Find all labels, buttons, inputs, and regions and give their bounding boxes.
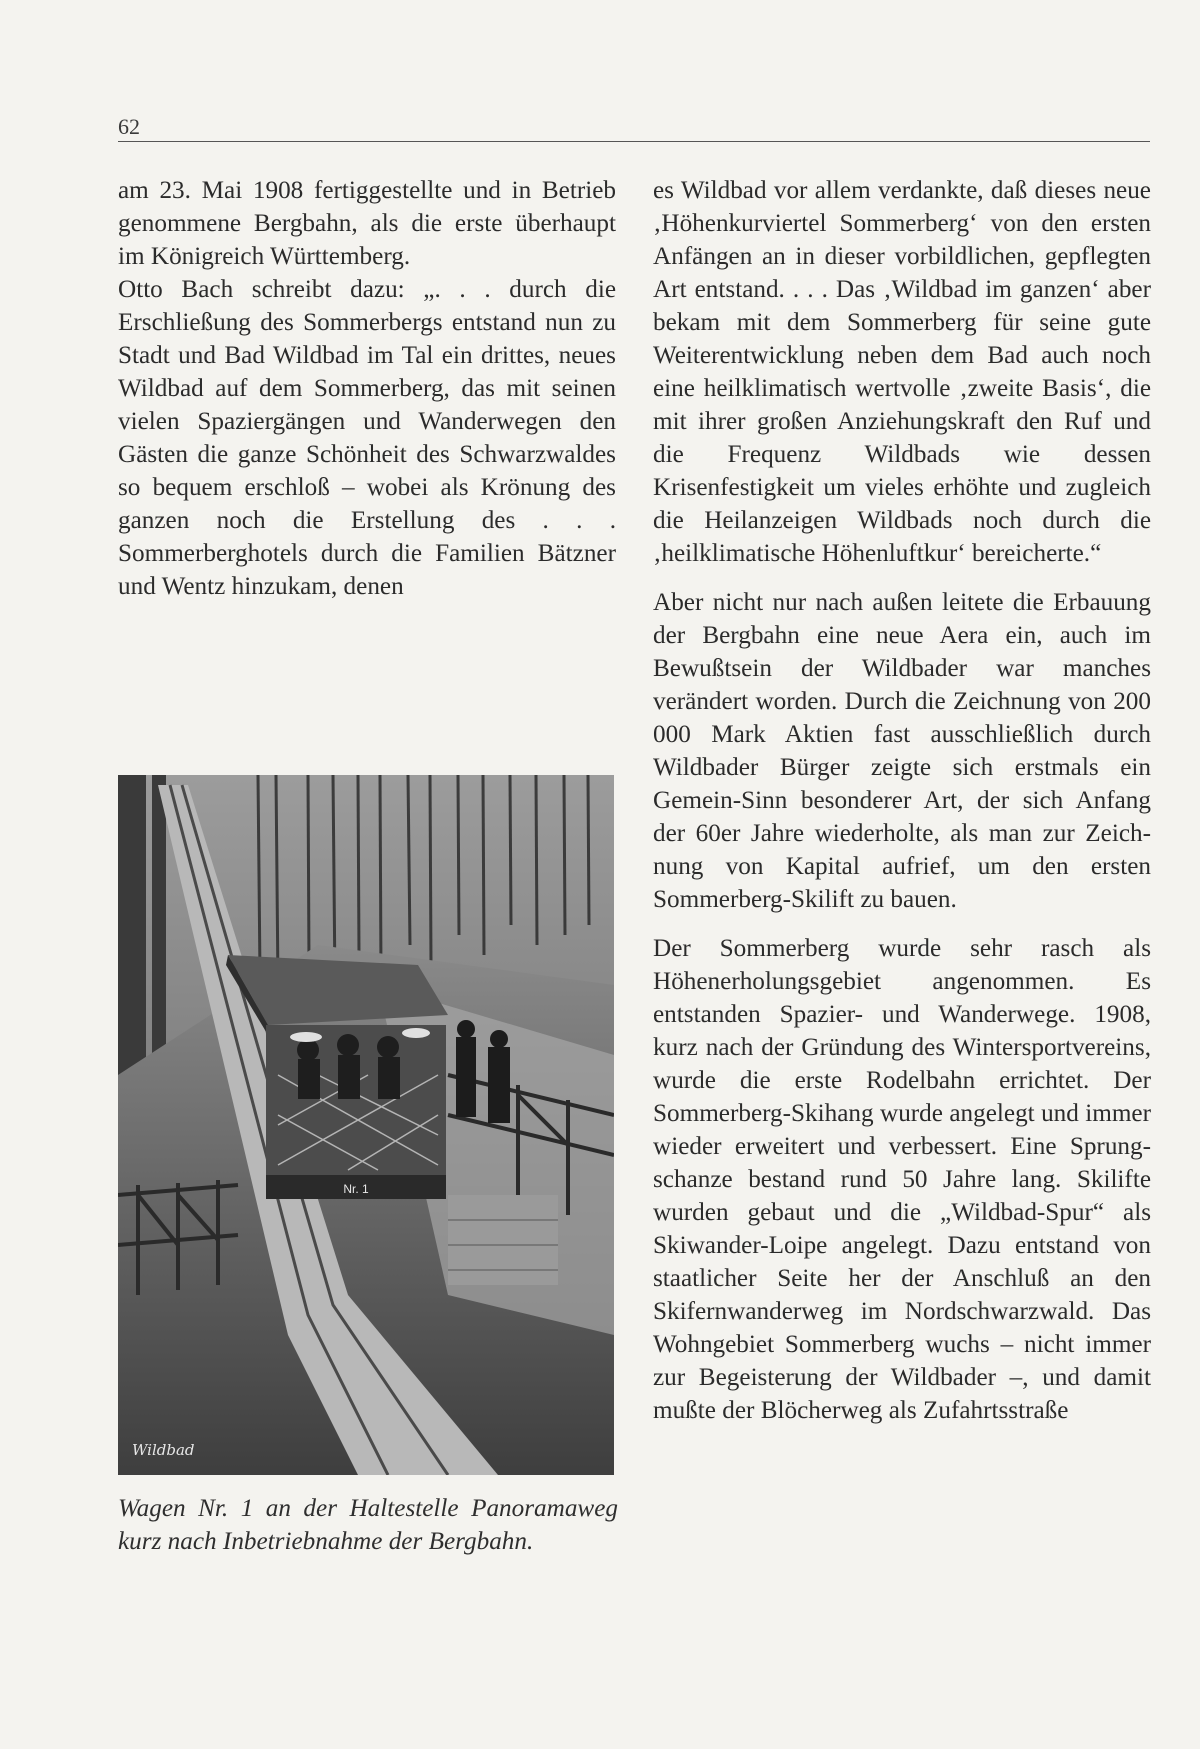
right-paragraph-2: Aber nicht nur nach außen leitete die Erbauung der Bergbahn eine neue Aera ein, auch im Bewußtsein der Wildbader war manches verändert worden. Durch die Zeichnung von 200 000 Mark Aktien fast ausschließlich durch Wildbader Bürger zeigte sich erstmals ein Gemein-Sinn besonderer Art, der sich Anfang der 60er Jahre wiederholte, als man zur Zeichnung von Kapital aufrief, um den ersten Sommerberg-Skilift zu bauen. — [653, 589, 1151, 913]
left-paragraph-2: Otto Bach schreibt dazu: „. . . durch die Erschließung des Sommerbergs entstand nun zu Stadt und Bad Wildbad im Tal ein drittes, neues Wildbad auf dem Sommerberg, das mit seinen vielen Spaziergängen und Wanderwegen den Gästen die ganze Schönheit des Schwarzwaldes so bequem erschloß – wobei als Krönung des ganzen noch die Erstellung des . . . Sommerberghotels durch die Familien Bätzner und Wentz hinzukam, denen — [118, 276, 616, 600]
stone-wall — [448, 1195, 558, 1285]
right-column — [653, 174, 1151, 1427]
photo-caption: Wagen Nr. 1 an der Haltestelle Panoramaweg kurz nach Inbetriebnahme der Bergbahn. — [118, 1495, 618, 1555]
wooden-railing-left — [118, 1180, 238, 1295]
left-paragraph-1: am 23. Mai 1908 fertiggestellte und in Betrieb genommene Bergbahn, als die erste überhaupt im Königreich Württemberg. — [118, 177, 616, 270]
historic-photo-funicular — [118, 775, 614, 1475]
photo-signature: Wildbad — [132, 1441, 195, 1459]
header-rule — [118, 141, 1150, 142]
page-number: 62 — [118, 114, 140, 139]
right-paragraph-3: Der Sommerberg wurde sehr rasch als Höhenerholungsgebiet angenommen. Es entstanden Spazier- und Wanderwege. 1908, kurz nach der Gründung des Wintersportvereins, wurde die erste Rodelbahn errichtet. Der Sommerberg-Skihang wurde angelegt und immer wieder erweitert und verbessert. Eine Sprungschanze bestand rund 50 Jahre lang. Skilifte wurden gebaut und die „Wildbad-Spur“ als Skiwander-Loipe angelegt. Dazu entstand von staatlicher Seite her der Anschluß an den Skifernwanderweg im Nordschwarzwald. Das Wohngebiet Sommerberg wuchs – nicht immer zur Begeisterung der Wildbader –, und damit mußte der Blöcherweg als Zufahrtsstraße — [653, 935, 1151, 1424]
car-number-plate: Nr. 1 — [343, 1182, 369, 1196]
right-paragraph-1: es Wildbad vor allem verdankte, daß dieses neue ‚Höhenkurviertel Sommerberg‘ von den ersten Anfängen an in dieser vorbildlichen, gepflegten Art entstand. . . . Das ‚Wildbad im ganzen‘ aber bekam mit dem Sommerberg für seine gute Weiterentwicklung neben dem Bad auch noch eine heilklimatisch wertvolle ‚zweite Basis‘, die mit ihrer großen Anziehungskraft den Ruf und die Frequenz Wildbads wie dessen Krisenfestigkeit um vieles erhöhte und zugleich die Heilanzeigen Wildbads noch durch die ‚heilklimatische Höhenluftkur‘ bereicherte.“ — [653, 177, 1151, 567]
left-column — [118, 174, 616, 603]
